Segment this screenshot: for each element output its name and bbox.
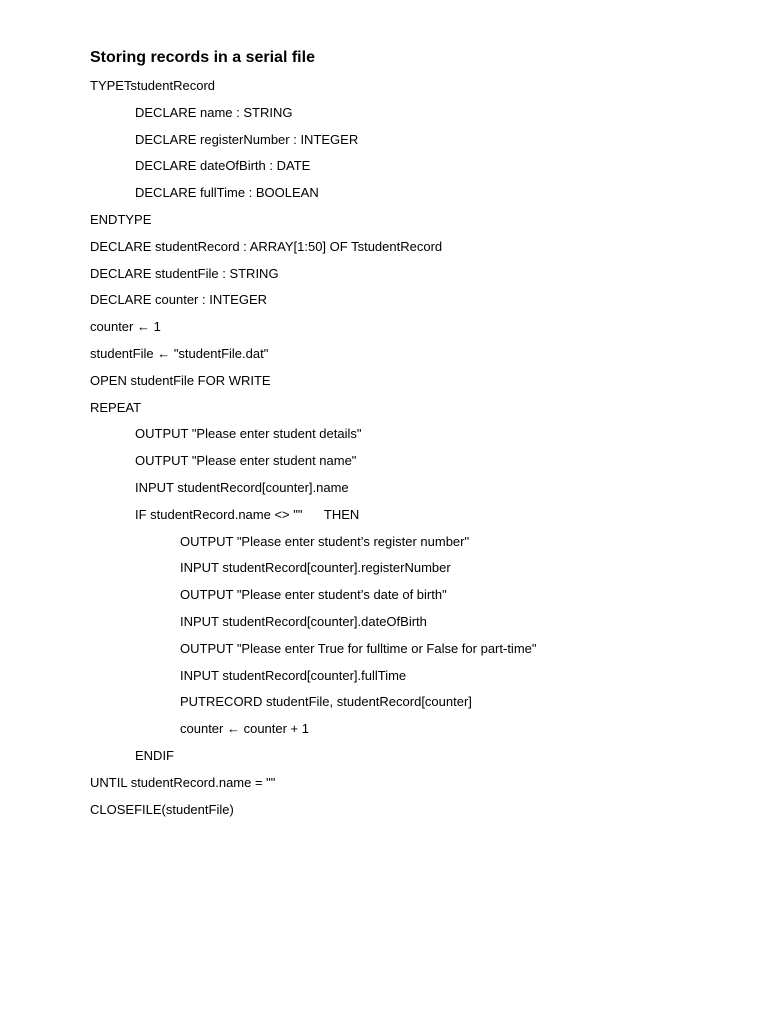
code-line: DECLARE name : STRING — [135, 104, 293, 120]
code-line: DECLARE counter : INTEGER — [90, 292, 267, 308]
code-line: DECLARE dateOfBirth : DATE — [135, 158, 311, 174]
code-line: DECLARE registerNumber : INTEGER — [135, 131, 359, 147]
code-line: OUTPUT "Please enter student name" — [135, 453, 357, 469]
code-line: studentFile ← "studentFile.dat" — [90, 345, 269, 361]
code-line: UNTIL studentRecord.name = "" — [90, 774, 276, 790]
code-line: OPEN studentFile FOR WRITE — [90, 372, 271, 388]
code-line: INPUT studentRecord[counter].fullTime — [180, 667, 407, 683]
code-line: OUTPUT "Please enter True for fulltime or False for part-time" — [180, 640, 537, 656]
code-line: INPUT studentRecord[counter].dateOfBirth — [180, 613, 427, 629]
code-line: TYPETstudentRecord — [90, 78, 216, 93]
pseudocode-block — [90, 76, 730, 826]
code-line: REPEAT — [90, 399, 142, 415]
code-line: OUTPUT "Please enter student’s register number" — [180, 533, 470, 549]
code-line: ENDTYPE — [90, 211, 152, 227]
code-line: ENDIF — [135, 747, 174, 763]
code-line: counter ← counter + 1 — [180, 721, 309, 737]
code-line: OUTPUT "Please enter student’s date of birth" — [180, 587, 447, 603]
code-line: counter ← 1 — [90, 319, 161, 335]
code-line: INPUT studentRecord[counter].registerNumber — [180, 560, 451, 576]
code-line: CLOSEFILE(studentFile) — [90, 801, 234, 817]
code-line: INPUT studentRecord[counter].name — [135, 479, 349, 495]
code-line: OUTPUT "Please enter student details" — [135, 426, 362, 442]
code-line: IF studentRecord.name <> "" THEN — [135, 506, 360, 522]
page-title: Storing records in a serial file — [90, 49, 315, 66]
code-line: DECLARE fullTime : BOOLEAN — [135, 185, 319, 201]
code-line: PUTRECORD studentFile, studentRecord[counter] — [180, 694, 472, 710]
code-line: DECLARE studentRecord : ARRAY[1:50] OF TstudentRecord — [90, 238, 443, 254]
code-line: DECLARE studentFile : STRING — [90, 265, 279, 281]
